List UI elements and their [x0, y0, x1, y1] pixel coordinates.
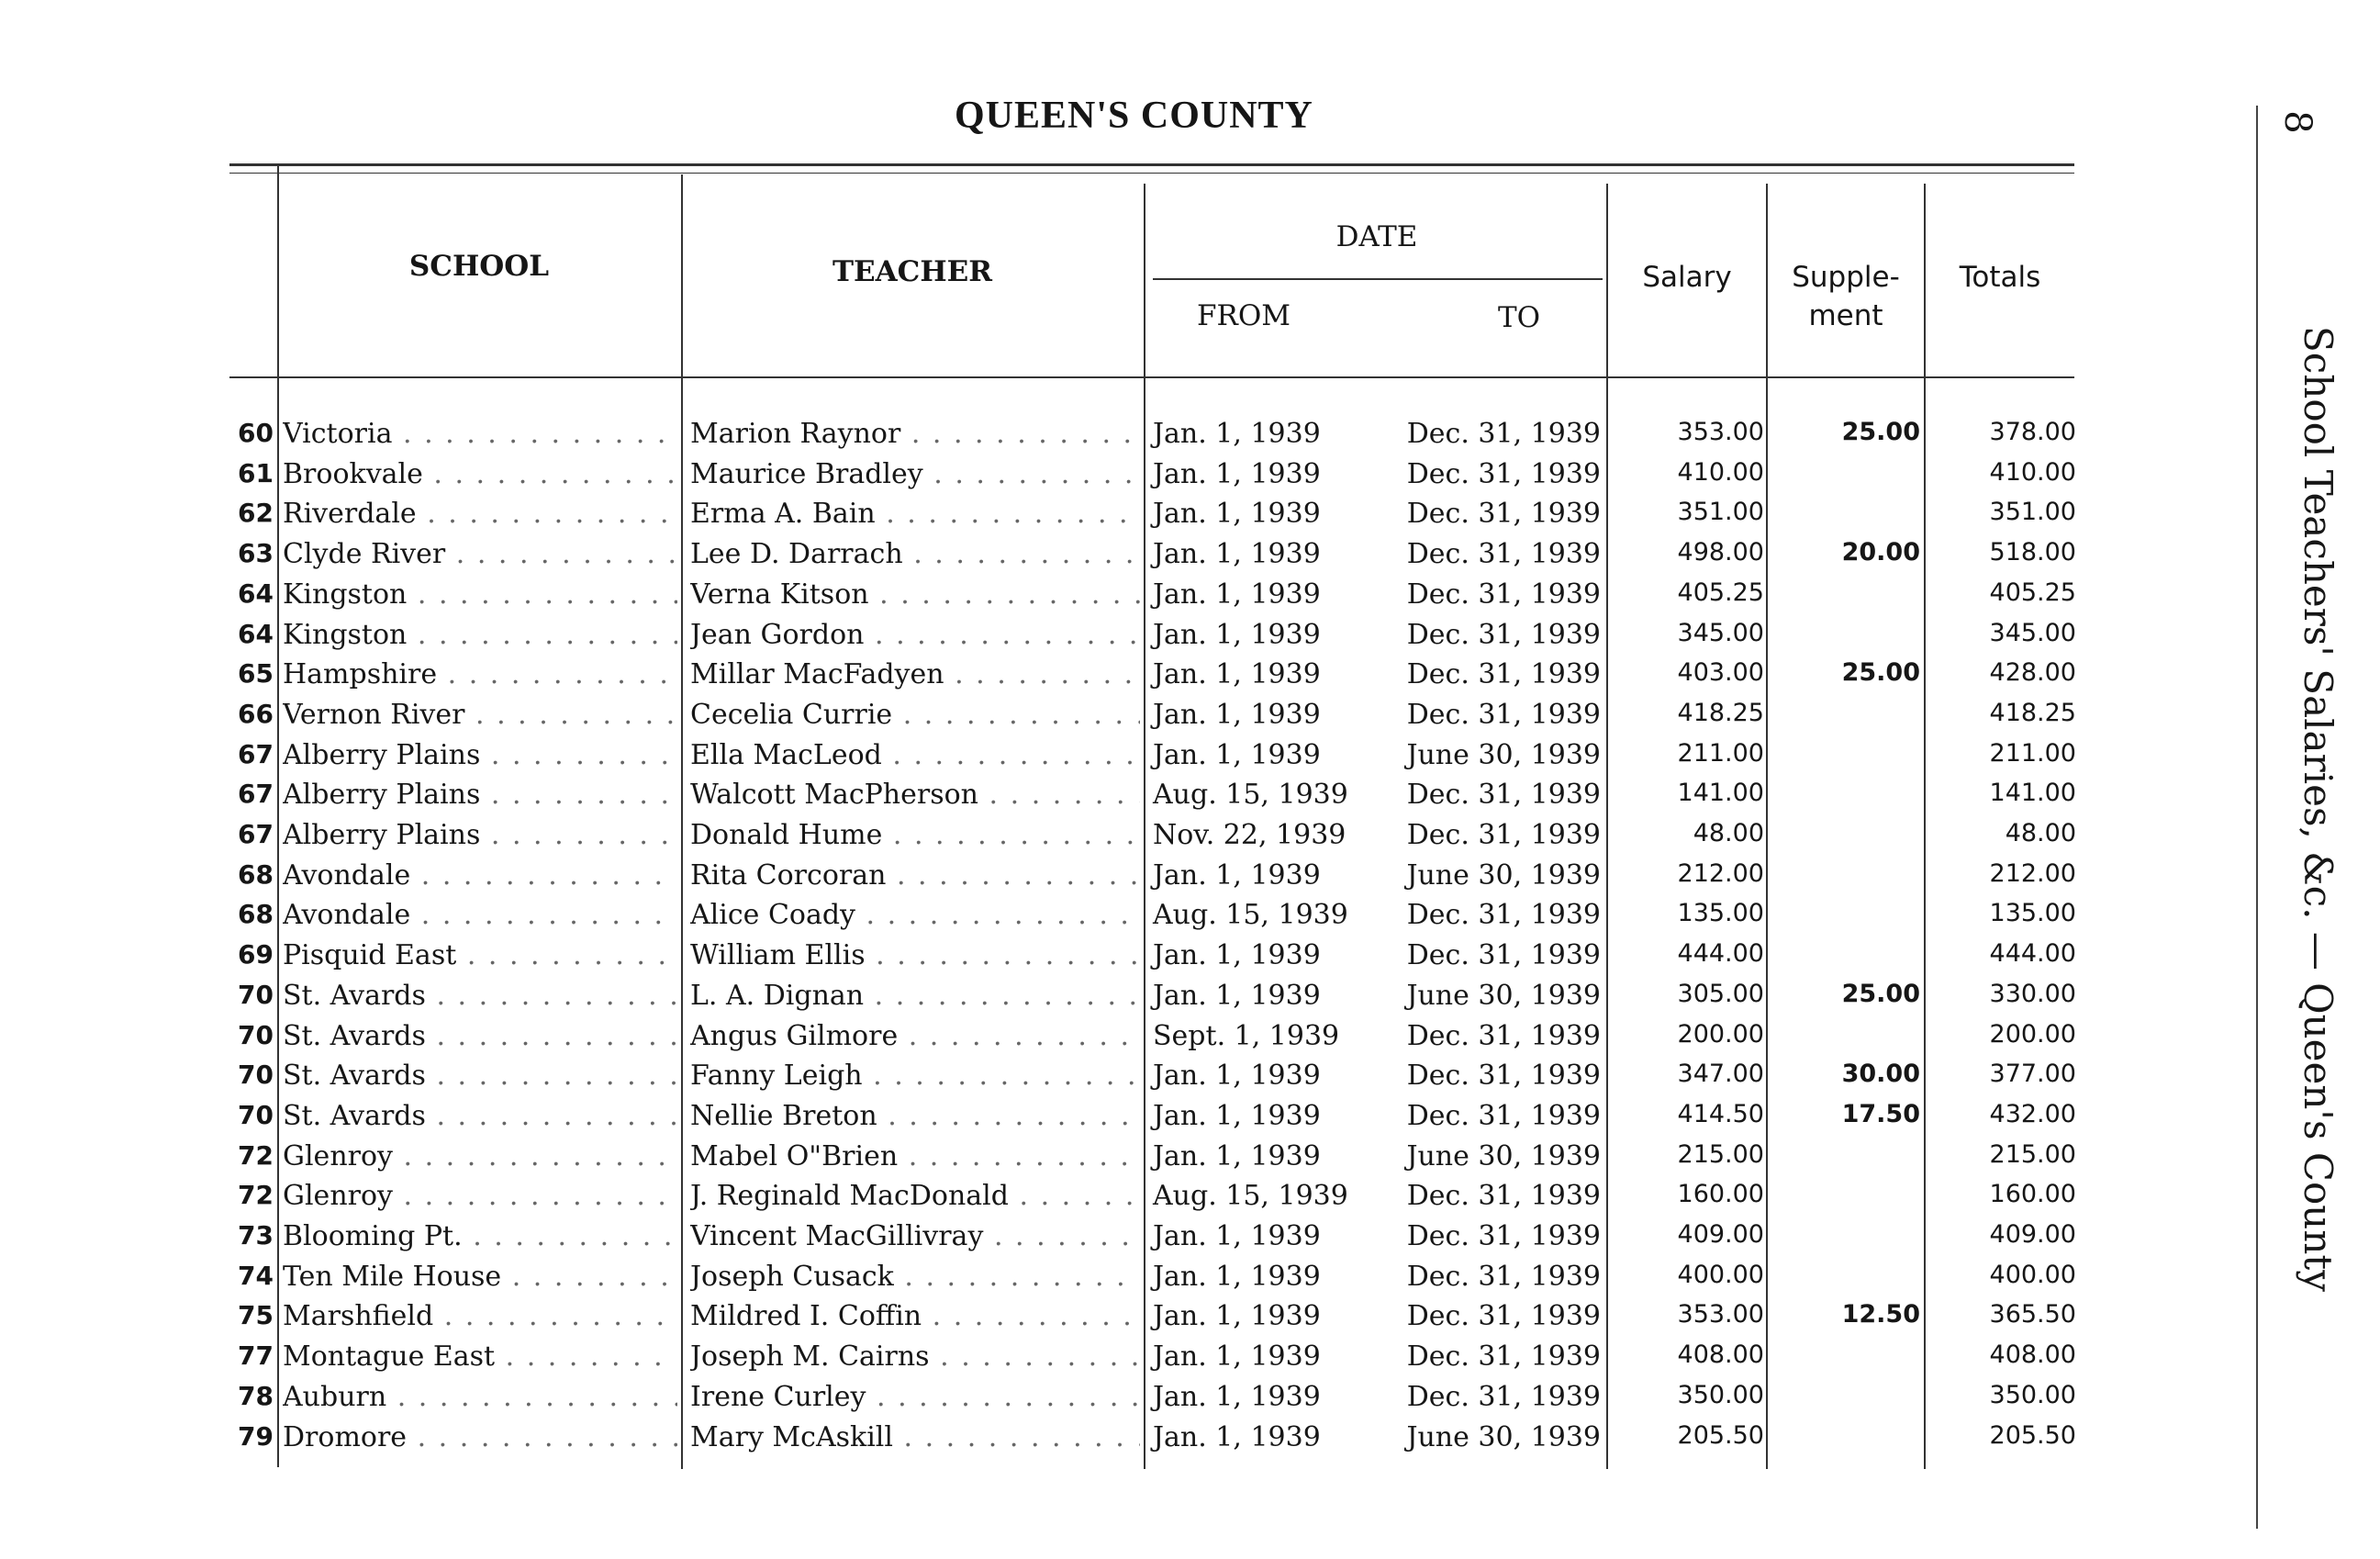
salary: 160.00: [1677, 1180, 1764, 1209]
salary: 141.00: [1677, 779, 1764, 808]
date-from: Jan. 1, 1939: [1153, 418, 1321, 450]
teacher-name: Millar MacFadyen . . .: [690, 658, 1140, 690]
school-name: Kingston . . .: [283, 578, 677, 611]
teacher-name: J. Reginald MacDonald . . .: [690, 1180, 1140, 1212]
total: 211.00: [1989, 738, 2076, 768]
school-name: Ten Mile House . . .: [283, 1261, 677, 1293]
salary: 351.00: [1677, 498, 1764, 527]
school-name: Alberry Plains . . .: [283, 739, 677, 771]
table-row: [0, 658, 2157, 698]
table-row: [0, 1300, 2157, 1340]
date-to: Dec. 31, 1939: [1406, 698, 1601, 731]
table-row: [0, 1140, 2157, 1180]
row-number: 70: [238, 979, 274, 1010]
date-from: Jan. 1, 1939: [1153, 1420, 1321, 1453]
row-number: 67: [238, 819, 274, 849]
total: 365.50: [1989, 1300, 2076, 1329]
total: 351.00: [1989, 498, 2076, 527]
total: 212.00: [1989, 858, 2076, 888]
date-from: Jan. 1, 1939: [1153, 1060, 1321, 1093]
total: 350.00: [1989, 1380, 2076, 1409]
teacher-name: Joseph M. Cairns . . .: [690, 1340, 1140, 1373]
total: 205.50: [1989, 1420, 2076, 1450]
total: 160.00: [1989, 1180, 2076, 1209]
date-to: June 30, 1939: [1406, 979, 1601, 1012]
row-number: 75: [238, 1300, 274, 1331]
total: 409.00: [1989, 1220, 2076, 1249]
school-name: Kingston . . .: [283, 619, 677, 651]
school-name: Avondale . . .: [283, 899, 677, 931]
date-to: Dec. 31, 1939: [1406, 1340, 1601, 1374]
teacher-name: Marion Raynor . . .: [690, 418, 1140, 450]
row-number: 65: [238, 658, 274, 690]
table-row: [0, 899, 2157, 938]
header-salary: Salary: [1642, 261, 1732, 294]
header-school: SCHOOL: [408, 250, 550, 283]
teacher-name: William Ellis . . .: [690, 939, 1140, 971]
date-to: Dec. 31, 1939: [1406, 1099, 1601, 1132]
row-number: 64: [238, 618, 274, 649]
salary: 410.00: [1677, 457, 1764, 487]
date-from: Jan. 1, 1939: [1153, 1300, 1321, 1333]
teacher-name: Donald Hume . . .: [690, 819, 1140, 851]
date-from: Aug. 15, 1939: [1153, 899, 1348, 932]
row-number: 69: [238, 939, 274, 970]
table-row: [0, 619, 2157, 658]
total: 378.00: [1989, 418, 2076, 446]
date-to: Dec. 31, 1939: [1406, 1300, 1601, 1333]
date-to: Dec. 31, 1939: [1406, 1180, 1601, 1213]
teacher-name: Erma A. Bain . . .: [690, 498, 1140, 530]
school-name: St. Avards . . .: [283, 980, 677, 1012]
total: 400.00: [1989, 1260, 2076, 1289]
date-from: Jan. 1, 1939: [1153, 1380, 1321, 1413]
row-number: 67: [238, 779, 274, 810]
date-to: Dec. 31, 1939: [1406, 418, 1601, 450]
date-from: Jan. 1, 1939: [1153, 658, 1321, 691]
salary: 405.25: [1677, 578, 1764, 607]
date-to: Dec. 31, 1939: [1406, 819, 1601, 851]
salary: 409.00: [1677, 1220, 1764, 1249]
school-name: Glenroy . . .: [283, 1180, 677, 1212]
date-from: Jan. 1, 1939: [1153, 618, 1321, 651]
school-name: Hampshire . . .: [283, 658, 677, 690]
teacher-name: Irene Curley . . .: [690, 1381, 1140, 1413]
teacher-name: Maurice Bradley . . .: [690, 458, 1140, 490]
school-name: Alberry Plains . . .: [283, 819, 677, 851]
school-name: Avondale . . .: [283, 859, 677, 892]
school-name: Pisquid East . . .: [283, 939, 677, 971]
school-name: St. Avards . . .: [283, 1020, 677, 1052]
supplement: 12.50: [1841, 1300, 1920, 1329]
school-name: Victoria . . .: [283, 418, 677, 450]
date-from: Jan. 1, 1939: [1153, 698, 1321, 731]
row-number: 72: [238, 1180, 274, 1211]
table-row: [0, 739, 2157, 779]
header-date: DATE: [1335, 220, 1418, 253]
teacher-name: Angus Gilmore . . .: [690, 1020, 1140, 1052]
running-title: School Teachers' Salaries, &c. — Queen's County: [2296, 326, 2341, 1292]
total: 345.00: [1989, 618, 2076, 647]
table-row: [0, 1100, 2157, 1139]
teacher-name: Joseph Cusack . . .: [690, 1261, 1140, 1293]
school-name: St. Avards . . .: [283, 1100, 677, 1132]
table-row: [0, 1020, 2157, 1060]
date-to: June 30, 1939: [1406, 738, 1601, 771]
salary: 353.00: [1677, 1300, 1764, 1329]
date-from: Jan. 1, 1939: [1153, 1220, 1321, 1252]
salary: 444.00: [1677, 939, 1764, 969]
supplement: 25.00: [1841, 418, 1920, 446]
date-from: Jan. 1, 1939: [1153, 538, 1321, 571]
teacher-name: Verna Kitson . . .: [690, 578, 1140, 611]
date-to: Dec. 31, 1939: [1406, 498, 1601, 531]
date-to: Dec. 31, 1939: [1406, 1060, 1601, 1093]
teacher-name: Mabel O"Brien . . .: [690, 1140, 1140, 1172]
date-to: Dec. 31, 1939: [1406, 1260, 1601, 1293]
date-to: Dec. 31, 1939: [1406, 899, 1601, 932]
salary: 414.50: [1677, 1099, 1764, 1128]
school-name: Alberry Plains . . .: [283, 779, 677, 811]
row-number: 74: [238, 1260, 274, 1291]
total: 405.25: [1989, 578, 2076, 607]
salary: 215.00: [1677, 1139, 1764, 1169]
date-from: Jan. 1, 1939: [1153, 979, 1321, 1012]
salary: 403.00: [1677, 658, 1764, 688]
date-to: Dec. 31, 1939: [1406, 779, 1601, 812]
school-name: Clyde River . . .: [283, 538, 677, 570]
date-from: Jan. 1, 1939: [1153, 1099, 1321, 1132]
salary: 211.00: [1677, 738, 1764, 768]
teacher-name: Rita Corcoran . . .: [690, 859, 1140, 892]
teacher-name: Mildred I. Coffin . . .: [690, 1300, 1140, 1332]
school-name: Montague East . . .: [283, 1340, 677, 1373]
school-name: Vernon River . . .: [283, 699, 677, 731]
total: 135.00: [1989, 899, 2076, 928]
row-number: 73: [238, 1220, 274, 1251]
teacher-name: Ella MacLeod . . .: [690, 739, 1140, 771]
salary: 48.00: [1693, 819, 1764, 847]
date-to: June 30, 1939: [1406, 1139, 1601, 1172]
teacher-name: Lee D. Darrach . . .: [690, 538, 1140, 570]
salary: 345.00: [1677, 618, 1764, 647]
page-number: 8: [2276, 110, 2319, 134]
date-from: Aug. 15, 1939: [1153, 1180, 1348, 1213]
school-name: Riverdale . . .: [283, 498, 677, 530]
table-row: [0, 1060, 2157, 1099]
date-from: Jan. 1, 1939: [1153, 498, 1321, 531]
teacher-name: Nellie Breton . . .: [690, 1100, 1140, 1132]
top-rule-thin: [229, 173, 2074, 174]
header-teacher: TEACHER: [832, 255, 993, 288]
header-from: FROM: [1196, 299, 1291, 332]
row-number: 68: [238, 899, 274, 930]
total: 141.00: [1989, 779, 2076, 808]
school-name: Auburn . . .: [283, 1381, 677, 1413]
school-name: Marshfield . . .: [283, 1300, 677, 1332]
date-from: Jan. 1, 1939: [1153, 1139, 1321, 1172]
total: 330.00: [1989, 979, 2076, 1008]
header-to: TO: [1497, 301, 1541, 334]
row-number: 68: [238, 858, 274, 890]
supplement: 25.00: [1841, 658, 1920, 688]
table-row: [0, 1180, 2157, 1219]
table-row: [0, 980, 2157, 1019]
teacher-name: Walcott MacPherson . . .: [690, 779, 1140, 811]
teacher-name: Cecelia Currie . . .: [690, 699, 1140, 731]
salary: 205.50: [1677, 1420, 1764, 1450]
salary: 408.00: [1677, 1340, 1764, 1370]
date-from: Jan. 1, 1939: [1153, 858, 1321, 892]
salary: 400.00: [1677, 1260, 1764, 1289]
header-supplement-line2: ment: [1808, 299, 1883, 332]
date-to: Dec. 31, 1939: [1406, 618, 1601, 651]
table-row: [0, 578, 2157, 618]
teacher-name: Mary McAskill . . .: [690, 1421, 1140, 1453]
table-row: [0, 1381, 2157, 1420]
row-number: 77: [238, 1340, 274, 1372]
supplement: 25.00: [1841, 979, 1920, 1008]
date-from: Jan. 1, 1939: [1153, 578, 1321, 611]
header-totals: Totals: [1959, 261, 2041, 294]
teacher-name: Alice Coady . . .: [690, 899, 1140, 931]
table-row: [0, 458, 2157, 498]
date-to: June 30, 1939: [1406, 1420, 1601, 1453]
row-number: 66: [238, 698, 274, 729]
row-number: 64: [238, 578, 274, 609]
school-name: Dromore . . .: [283, 1421, 677, 1453]
date-divider-rule: [1153, 278, 1603, 280]
table-row: [0, 418, 2157, 457]
teacher-name: Fanny Leigh . . .: [690, 1060, 1140, 1092]
row-number: 67: [238, 738, 274, 769]
school-name: Blooming Pt. . . .: [283, 1220, 677, 1252]
table-row: [0, 1340, 2157, 1380]
salary: 418.25: [1677, 698, 1764, 727]
date-to: Dec. 31, 1939: [1406, 578, 1601, 611]
school-name: St. Avards . . .: [283, 1060, 677, 1092]
row-number: 61: [238, 457, 274, 488]
salary: 347.00: [1677, 1060, 1764, 1089]
table-row: [0, 779, 2157, 818]
row-number: 79: [238, 1420, 274, 1452]
total: 518.00: [1989, 538, 2076, 567]
table-row: [0, 1261, 2157, 1300]
row-number: 63: [238, 538, 274, 569]
salary: 498.00: [1677, 538, 1764, 567]
salary: 200.00: [1677, 1019, 1764, 1049]
supplement: 30.00: [1841, 1060, 1920, 1089]
date-from: Jan. 1, 1939: [1153, 457, 1321, 490]
salary: 353.00: [1677, 418, 1764, 446]
teacher-name: L. A. Dignan . . .: [690, 980, 1140, 1012]
salary: 212.00: [1677, 858, 1764, 888]
date-from: Sept. 1, 1939: [1153, 1019, 1340, 1052]
total: 444.00: [1989, 939, 2076, 969]
top-rule: [229, 163, 2074, 166]
row-number: 70: [238, 1019, 274, 1050]
total: 48.00: [2005, 819, 2076, 847]
teacher-name: Jean Gordon . . .: [690, 619, 1140, 651]
total: 410.00: [1989, 457, 2076, 487]
row-number: 70: [238, 1099, 274, 1130]
table-row: [0, 1220, 2157, 1260]
date-from: Jan. 1, 1939: [1153, 939, 1321, 972]
row-number: 72: [238, 1139, 274, 1171]
row-number: 62: [238, 498, 274, 529]
row-number: 60: [238, 418, 274, 448]
teacher-name: Vincent MacGillivray . . .: [690, 1220, 1140, 1252]
total: 200.00: [1989, 1019, 2076, 1049]
row-number: 78: [238, 1380, 274, 1411]
total: 408.00: [1989, 1340, 2076, 1370]
table-row: [0, 699, 2157, 738]
table-row: [0, 498, 2157, 537]
date-from: Aug. 15, 1939: [1153, 779, 1348, 812]
salary: 135.00: [1677, 899, 1764, 928]
total: 377.00: [1989, 1060, 2076, 1089]
date-to: Dec. 31, 1939: [1406, 538, 1601, 571]
table-row: [0, 939, 2157, 979]
total: 418.25: [1989, 698, 2076, 727]
date-from: Jan. 1, 1939: [1153, 1340, 1321, 1374]
date-to: Dec. 31, 1939: [1406, 658, 1601, 691]
supplement: 20.00: [1841, 538, 1920, 567]
total: 428.00: [1989, 658, 2076, 688]
total: 432.00: [1989, 1099, 2076, 1128]
margin-rule: [2256, 106, 2258, 1529]
table-row: [0, 538, 2157, 578]
school-name: Glenroy . . .: [283, 1140, 677, 1172]
date-from: Jan. 1, 1939: [1153, 1260, 1321, 1293]
date-to: Dec. 31, 1939: [1406, 1220, 1601, 1252]
supplement: 17.50: [1841, 1099, 1920, 1128]
page-title: QUEEN'S COUNTY: [955, 95, 1313, 137]
date-to: Dec. 31, 1939: [1406, 457, 1601, 490]
school-name: Brookvale . . .: [283, 458, 677, 490]
header-supplement-line1: Supple-: [1792, 261, 1900, 294]
salary: 350.00: [1677, 1380, 1764, 1409]
date-from: Jan. 1, 1939: [1153, 738, 1321, 771]
date-to: Dec. 31, 1939: [1406, 1380, 1601, 1413]
total: 215.00: [1989, 1139, 2076, 1169]
row-number: 70: [238, 1060, 274, 1091]
date-from: Nov. 22, 1939: [1153, 819, 1346, 851]
salary: 305.00: [1677, 979, 1764, 1008]
date-to: June 30, 1939: [1406, 858, 1601, 892]
table-row: [0, 819, 2157, 858]
date-to: Dec. 31, 1939: [1406, 939, 1601, 972]
header-bottom-rule: [229, 376, 2074, 378]
table-row: [0, 859, 2157, 899]
date-to: Dec. 31, 1939: [1406, 1019, 1601, 1052]
table-row: [0, 1421, 2157, 1461]
